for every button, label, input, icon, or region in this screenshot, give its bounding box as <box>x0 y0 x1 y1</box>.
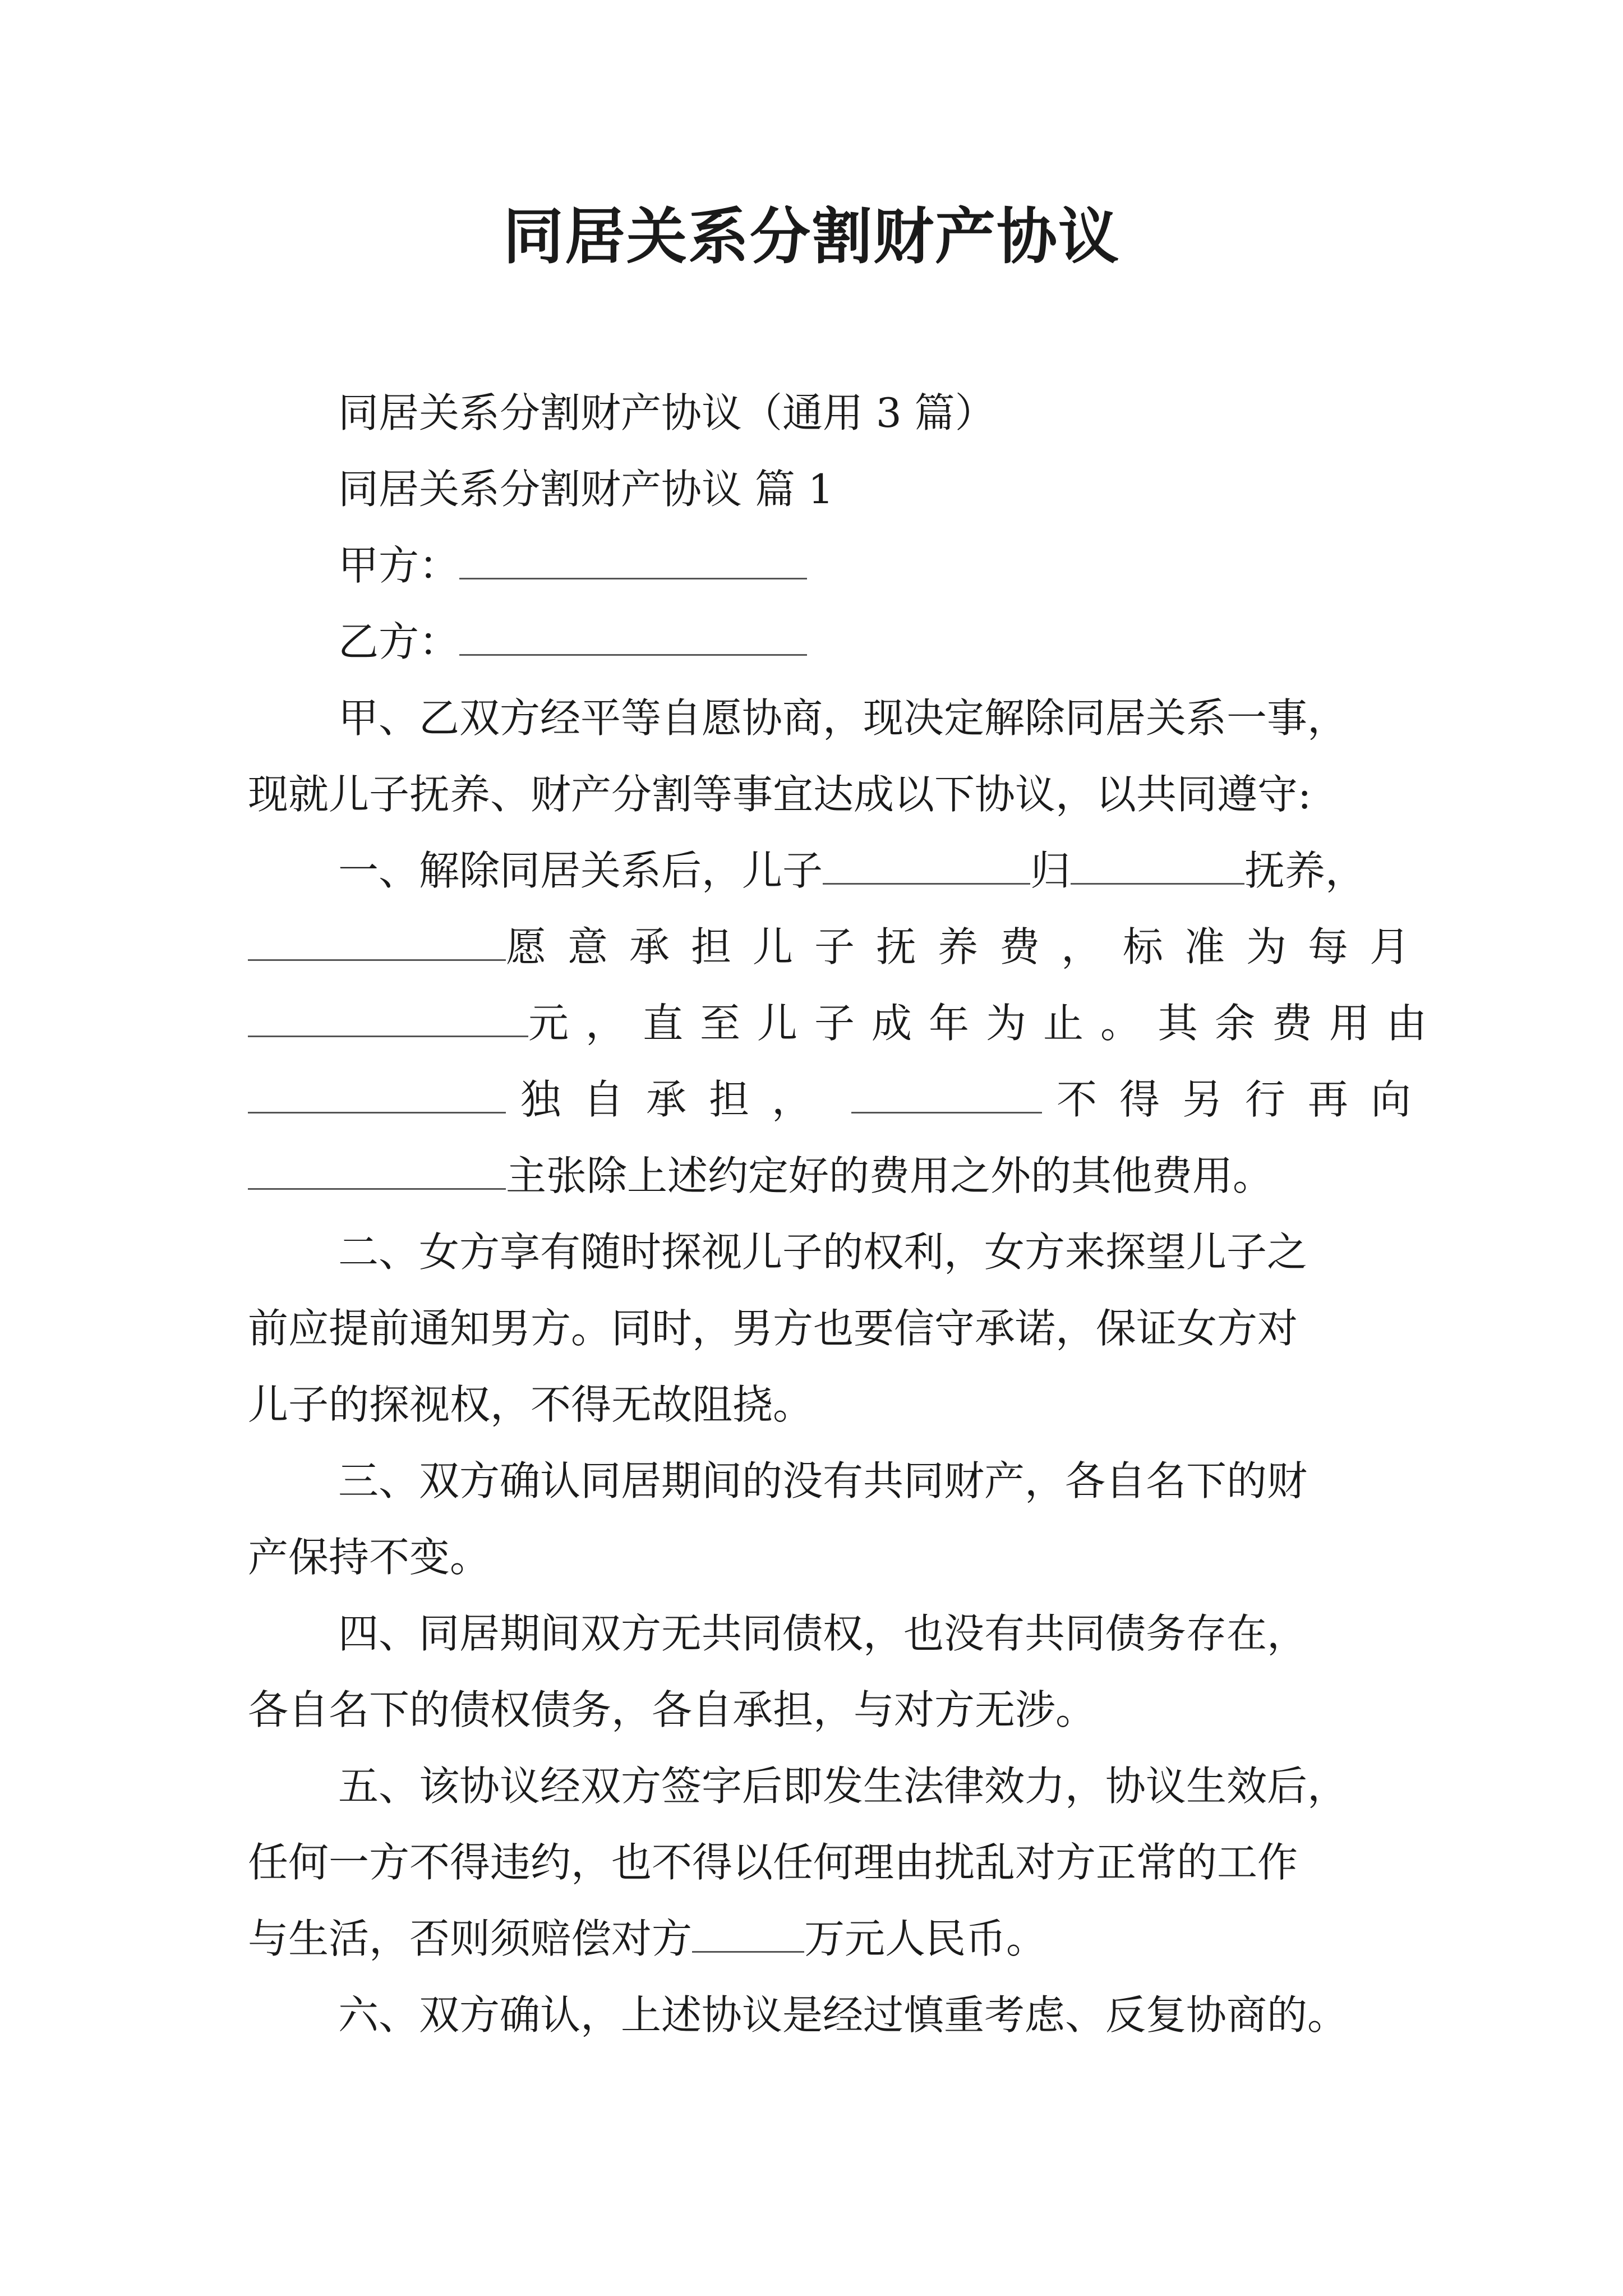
intro-line-2: 现就儿子抚养、财产分割等事宜达成以下协议，以共同遵守: <box>248 771 1312 818</box>
clause-1-text-c: 抚养， <box>1244 847 1366 894</box>
party-b-blank <box>459 619 807 656</box>
clause-1-text-l4b: 不得另行再向 <box>1057 1076 1434 1123</box>
clause-5-line-3 <box>248 1911 1046 1967</box>
clause-5-text-a: 与生活，否则须赔偿对方 <box>248 1915 693 1962</box>
clause-2-line-2: 前应提前通知男方。同时，男方也要信守承诺，保证女方对 <box>248 1305 1298 1352</box>
clause-1-text-a: 一、解除同居关系后，儿子 <box>338 847 823 894</box>
intro-line-1: 甲、乙双方经平等自愿协商，现决定解除同居关系一事， <box>338 694 1348 742</box>
clause-1-line-3 <box>248 995 1444 1051</box>
document-subtitle: 同居关系分割财产协议（通用 3 篇） <box>338 389 995 436</box>
clause-1-text-l5: 主张除上述约定好的费用之外的其他费用。 <box>506 1152 1274 1199</box>
clause-2-line-3: 儿子的探视权，不得无故阻挠。 <box>248 1381 814 1428</box>
party-a-blank <box>459 543 807 579</box>
clause-3-line-1: 三、双方确认同居期间的没有共同财产，各自名下的财 <box>338 1457 1308 1504</box>
son-name-blank <box>823 848 1030 885</box>
clause-2-line-1: 二、女方享有随时探视儿子的权利，女方来探望儿子之 <box>338 1228 1308 1276</box>
clause-1-text-b: 归 <box>1030 847 1071 894</box>
bearer-blank-2 <box>851 1077 1042 1114</box>
clause-1-line-1 <box>338 843 1366 899</box>
party-b-line <box>338 614 807 670</box>
section-heading: 同居关系分割财产协议 篇 1 <box>338 466 834 513</box>
clause-1-line-5 <box>248 1148 1273 1204</box>
document-title: 同居关系分割财产协议 <box>502 201 1120 272</box>
claim-target-blank <box>248 1153 506 1190</box>
clause-3-line-2: 产保持不变。 <box>248 1534 491 1581</box>
monthly-amount-blank <box>248 1001 528 1037</box>
clause-1-text-l4a: 独自承担， <box>520 1076 835 1123</box>
party-a-line <box>338 537 807 593</box>
clause-4-line-2: 各自名下的债权债务，各自承担，与对方无涉。 <box>248 1686 1096 1733</box>
compensation-amount-blank <box>692 1916 804 1953</box>
clause-1-line-2 <box>248 919 1431 975</box>
payer-blank <box>248 924 506 961</box>
clause-5-line-2: 任何一方不得违约，也不得以任何理由扰乱对方正常的工作 <box>248 1839 1298 1886</box>
clause-6-line-1: 六、双方确认，上述协议是经过慎重考虑、反复协商的。 <box>338 1991 1348 2039</box>
clause-5-text-b: 万元人民币。 <box>804 1915 1047 1962</box>
clause-4-line-1: 四、同居期间双方无共同债权，也没有共同债务存在， <box>338 1610 1308 1657</box>
clause-1-text-l3: 元，直至儿子成年为止。其余费用由 <box>528 1000 1444 1047</box>
other-cost-bearer-blank <box>248 1077 506 1114</box>
clause-1-text-l2: 愿意承担儿子抚养费，标准为每月 <box>506 923 1432 970</box>
custodian-blank <box>1071 848 1244 885</box>
clause-5-line-1: 五、该协议经双方签字后即发生法律效力，协议生效后， <box>338 1763 1348 1810</box>
party-a-label: 甲方： <box>338 542 460 589</box>
clause-1-line-4 <box>248 1071 1433 1128</box>
party-b-label: 乙方： <box>338 618 460 665</box>
